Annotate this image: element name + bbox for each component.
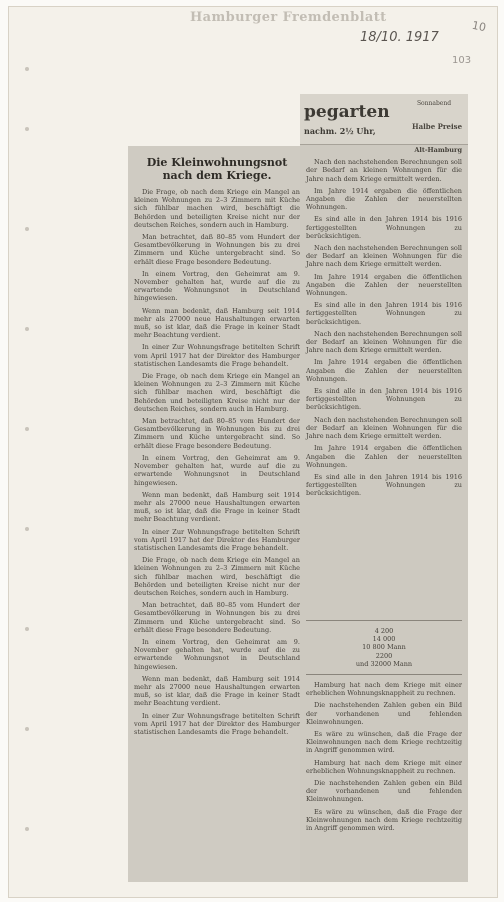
punch-hole (25, 727, 29, 731)
ad-side-text: Halbe Preise (412, 122, 463, 131)
article-clipping (128, 146, 306, 882)
lower-paragraph: Hamburg hat nach dem Kriege mit einer erheblichen Wohnungsknappheit zu rechnen. (306, 681, 462, 698)
right-paragraph: Nach den nachstehenden Berechnungen soll der Bedarf an kleinen Wohnungen für die Jahre nach dem Kriege ermittelt werden. (306, 158, 462, 183)
article-paragraph: In einem Vortrag, den Geheimrat am 9. November gehalten hat, wurde auf die zu erwartende Wohnungsnot in Deutschland hingewiesen. (134, 453, 300, 487)
article-paragraph: In einem Vortrag, den Geheimrat am 9. November gehalten hat, wurde auf die zu erwartende Wohnungsnot in Deutschland hingewiesen. (134, 269, 300, 303)
ad-corner-text: Sonnabend (416, 100, 452, 107)
right-paragraph: Es sind alle in den Jahren 1914 bis 1916 fertiggestellten Wohnungen zu berücksichtigen. (306, 472, 462, 498)
right-paragraph: Es sind alle in den Jahren 1914 bis 1916 fertiggestellten Wohnungen zu berücksichtigen. (306, 387, 462, 412)
right-paragraph: Im Jahre 1914 ergaben die öffentlichen Angaben die Zahlen der neuerstellten Wohnungen. (306, 444, 462, 469)
punch-hole (25, 227, 29, 231)
article-paragraph: In einer Zur Wohnungsfrage betitelten Schrift vom April 1917 hat der Direktor des Hamburger statistischen Landesamts die Frage behandelt. (134, 343, 300, 368)
article-body (128, 188, 306, 736)
punch-hole (25, 427, 29, 431)
figures-block (306, 614, 462, 832)
article-paragraph: Man betrachtet, daß 80–85 vom Hundert der Gesamtbevölkerung in Wohnungen bis zu drei Zimmern und Küche untergebracht sind. So erhält diese Frage besondere Bedeutung. (134, 233, 300, 266)
lower-paragraph: Die nachstehenden Zahlen geben ein Bild der vorhandenen und fehlenden Kleinwohnungen. (306, 779, 462, 804)
punch-hole (25, 527, 29, 531)
article-paragraph: Wenn man bedenkt, daß Hamburg seit 1914 mehr als 27000 neue Haushaltungen erwarten muß, so ist klar, daß die Frage in keiner Stadt mehr Beachtung verdient. (134, 490, 300, 524)
lower-paragraph: Es wäre zu wünschen, daß die Frage der Kleinwohnungen nach dem Kriege rechtzeitig in Angriff genommen wird. (306, 807, 462, 833)
article-paragraph: Wenn man bedenkt, daß Hamburg seit 1914 mehr als 27000 neue Haushaltungen erwarten muß, so ist klar, daß die Frage in keiner Stadt mehr Beachtung verdient. (134, 674, 300, 708)
article-paragraph: Die Frage, ob nach dem Kriege ein Mangel an kleinen Wohnungen zu 2–3 Zimmern mit Küche sich fühlbar machen wird, beschäftigt die Behörden und beteiligten Kreise nicht nur der deutschen Reiches, sondern auch in Hamburg. (134, 372, 300, 413)
right-column-body (306, 146, 462, 502)
ad-title: pegarten (304, 102, 390, 122)
lower-paragraph: Es wäre zu wünschen, daß die Frage der Kleinwohnungen nach dem Kriege rechtzeitig in Angriff genommen wird. (306, 730, 462, 755)
right-paragraph: Im Jahre 1914 ergaben die öffentlichen Angaben die Zahlen der neuerstellten Wohnungen. (306, 358, 462, 383)
ad-subtitle: nachm. 2½ Uhr, (304, 126, 376, 136)
newspaper-masthead: Hamburger Fremdenblatt (190, 10, 387, 25)
article-paragraph: Man betrachtet, daß 80–85 vom Hundert der Gesamtbevölkerung in Wohnungen bis zu drei Zimmern und Küche untergebracht sind. So erhält diese Frage besondere Bedeutung. (134, 417, 300, 450)
figure-value: 14 000 (372, 635, 396, 644)
right-paragraph: Im Jahre 1914 ergaben die öffentlichen Angaben die Zahlen der neuerstellten Wohnungen. (306, 186, 462, 212)
lower-paragraph: Hamburg hat nach dem Kriege mit einer erheblichen Wohnungsknappheit zu rechnen. (306, 758, 462, 775)
article-paragraph: In einem Vortrag, den Geheimrat am 9. November gehalten hat, wurde auf die zu erwartende Wohnungsnot in Deutschland hingewiesen. (134, 637, 300, 671)
right-paragraph: Im Jahre 1914 ergaben die öffentlichen Angaben die Zahlen der neuerstellten Wohnungen. (306, 272, 462, 298)
article-paragraph: In einer Zur Wohnungsfrage betitelten Schrift vom April 1917 hat der Direktor des Hamburger statistischen Landesamts die Frage behandelt. (134, 711, 300, 736)
article-headline: Die Kleinwohnungsnot nach dem Kriege. (146, 156, 288, 182)
figure-value: und 32000 Mann (355, 659, 413, 668)
punch-hole (25, 67, 29, 71)
figure-value: 10 800 Mann (362, 643, 406, 652)
right-paragraph: Nach den nachstehenden Berechnungen soll der Bedarf an kleinen Wohnungen für die Jahre nach dem Kriege ermittelt werden. (306, 244, 462, 269)
corner-number: 10 (470, 18, 488, 35)
figure-value: 4 200 (374, 627, 394, 635)
handwritten-date: 18/10. 1917 (360, 30, 439, 45)
right-paragraph: Nach den nachstehenden Berechnungen soll der Bedarf an kleinen Wohnungen für die Jahre nach dem Kriege ermittelt werden. (306, 329, 462, 355)
article-paragraph: Wenn man bedenkt, daß Hamburg seit 1914 mehr als 27000 neue Haushaltungen erwarten muß, so ist klar, daß die Frage in keiner Stadt mehr Beachtung verdient. (134, 306, 300, 340)
right-clipping (300, 94, 468, 882)
punch-hole (25, 827, 29, 831)
page-number: 103 (452, 55, 472, 66)
advertisement-strip (300, 94, 468, 145)
right-paragraph: Nach den nachstehenden Berechnungen soll der Bedarf an kleinen Wohnungen für die Jahre nach dem Kriege ermittelt werden. (306, 415, 462, 441)
divider (306, 620, 462, 621)
right-paragraph: Es sind alle in den Jahren 1914 bis 1916 fertiggestellten Wohnungen zu berücksichtigen. (306, 215, 462, 240)
article-paragraph: In einer Zur Wohnungsfrage betitelten Schrift vom April 1917 hat der Direktor des Hamburger statistischen Landesamts die Frage behandelt. (134, 527, 300, 552)
right-paragraph: Es sind alle in den Jahren 1914 bis 1916 fertiggestellten Wohnungen zu berücksichtigen. (306, 301, 462, 326)
divider (306, 674, 462, 675)
article-paragraph: Die Frage, ob nach dem Kriege ein Mangel an kleinen Wohnungen zu 2–3 Zimmern mit Küche sich fühlbar machen wird, beschäftigt die Behörden und beteiligten Kreise nicht nur der deutschen Reiches, sondern auch in Hamburg. (134, 188, 300, 229)
article-paragraph: Die Frage, ob nach dem Kriege ein Mangel an kleinen Wohnungen zu 2–3 Zimmern mit Küche sich fühlbar machen wird, beschäftigt die Behörden und beteiligten Kreise nicht nur der deutschen Reiches, sondern auch in Hamburg. (134, 556, 300, 597)
lower-paragraph: Die nachstehenden Zahlen geben ein Bild der vorhandenen und fehlenden Kleinwohnungen. (306, 701, 462, 726)
ad-bottom-right: Alt-Hamburg (414, 146, 462, 154)
punch-hole (25, 127, 29, 131)
punch-hole (25, 327, 29, 331)
figure-value: 2200 (375, 651, 393, 660)
punch-hole (25, 627, 29, 631)
article-paragraph: Man betrachtet, daß 80–85 vom Hundert der Gesamtbevölkerung in Wohnungen bis zu drei Zimmern und Küche untergebracht sind. So erhält diese Frage besondere Bedeutung. (134, 601, 300, 634)
